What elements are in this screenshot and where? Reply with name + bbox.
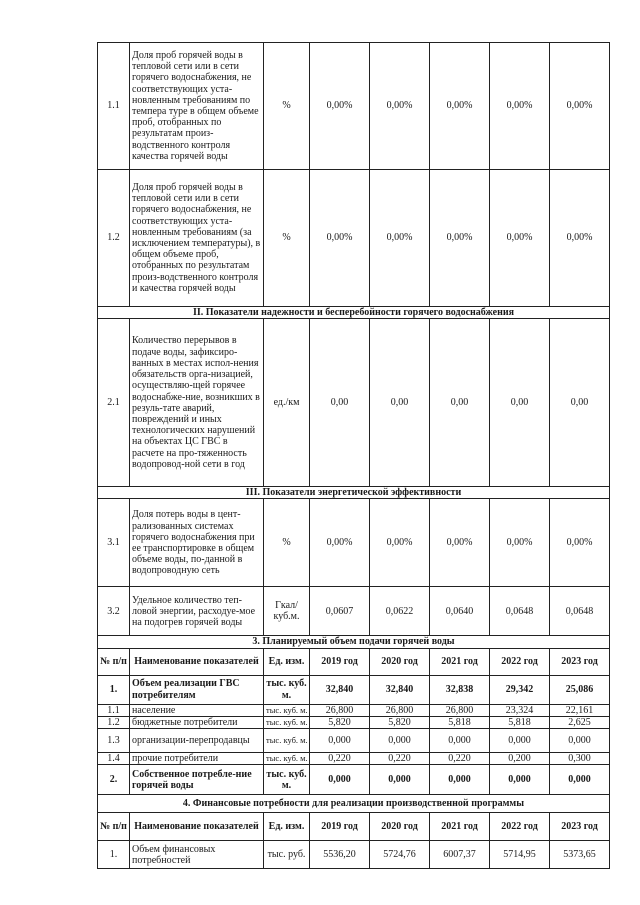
value-2020: 0,00 bbox=[370, 319, 430, 487]
header-year: 2020 год bbox=[370, 813, 430, 841]
indicator-unit: тыс. куб. м. bbox=[264, 675, 310, 704]
row-number: 1.4 bbox=[98, 753, 130, 765]
value-2022: 5,818 bbox=[490, 716, 550, 728]
value-2021: 0,000 bbox=[430, 729, 490, 753]
indicator-row-2-1 bbox=[98, 319, 610, 487]
volume-row bbox=[98, 765, 610, 795]
production-program-table bbox=[97, 42, 610, 869]
row-number: 1.2 bbox=[98, 716, 130, 728]
indicator-unit: тыс. куб. м. bbox=[264, 753, 310, 765]
value-2023: 0,00% bbox=[550, 170, 610, 307]
indicator-name: Удельное количество теп-ловой энергии, расходуе-мое на подогрев горячей воды bbox=[130, 587, 264, 636]
header-name: Наименование показателей bbox=[130, 648, 264, 675]
indicator-unit: Гкал/ куб.м. bbox=[264, 587, 310, 636]
value-2023: 5373,65 bbox=[550, 841, 610, 869]
header-year: 2021 год bbox=[430, 813, 490, 841]
value-2022: 0,200 bbox=[490, 753, 550, 765]
value-2020: 0,000 bbox=[370, 729, 430, 753]
value-2021: 0,000 bbox=[430, 765, 490, 795]
row-number: 1.3 bbox=[98, 729, 130, 753]
value-2023: 0,000 bbox=[550, 765, 610, 795]
section-heading-row bbox=[98, 307, 610, 319]
header-year: 2019 год bbox=[310, 813, 370, 841]
value-2020: 0,00% bbox=[370, 170, 430, 307]
value-2023: 0,300 bbox=[550, 753, 610, 765]
header-year: 2019 год bbox=[310, 648, 370, 675]
value-2021: 0,00 bbox=[430, 319, 490, 487]
volume-row bbox=[98, 753, 610, 765]
value-2021: 0,00% bbox=[430, 170, 490, 307]
value-2021: 0,0640 bbox=[430, 587, 490, 636]
value-2019: 0,0607 bbox=[310, 587, 370, 636]
value-2019: 26,800 bbox=[310, 704, 370, 716]
indicator-name: Доля проб горячей воды в тепловой сети или в сети горячего водоснабжения, не соответствующих уста-новленным требованиям (за исключением температуры), в общем объеме проб, отобранных по результатам произ-водственного контроля и качества горячей воды bbox=[130, 170, 264, 307]
indicator-unit: тыс. руб. bbox=[264, 841, 310, 869]
volume-title: 3. Планируемый объем подачи горячей воды bbox=[98, 636, 610, 648]
indicator-unit: тыс. куб. м. bbox=[264, 765, 310, 795]
value-2019: 0,00% bbox=[310, 499, 370, 587]
value-2019: 0,00% bbox=[310, 170, 370, 307]
indicator-name: прочие потребители bbox=[130, 753, 264, 765]
header-num: № п/п bbox=[98, 648, 130, 675]
value-2021: 0,220 bbox=[430, 753, 490, 765]
header-unit: Ед. изм. bbox=[264, 813, 310, 841]
row-number: 1.1 bbox=[98, 704, 130, 716]
indicator-unit: % bbox=[264, 170, 310, 307]
value-2019: 0,000 bbox=[310, 729, 370, 753]
value-2023: 0,00% bbox=[550, 43, 610, 170]
header-year: 2021 год bbox=[430, 648, 490, 675]
value-2020: 26,800 bbox=[370, 704, 430, 716]
value-2021: 5,818 bbox=[430, 716, 490, 728]
value-2023: 2,625 bbox=[550, 716, 610, 728]
value-2022: 5714,95 bbox=[490, 841, 550, 869]
indicator-name: организации-перепродавцы bbox=[130, 729, 264, 753]
value-2022: 0,00% bbox=[490, 170, 550, 307]
section-heading-row bbox=[98, 636, 610, 648]
indicator-name: Доля проб горячей воды в тепловой сети или в сети горячего водоснабжения, не соответствующих уста-новленным требованиям по темпера туре в общем объеме проб, отобранных по результатам произ-водственного контроля качества горячей воды bbox=[130, 43, 264, 170]
value-2020: 0,00% bbox=[370, 43, 430, 170]
column-header-row bbox=[98, 648, 610, 675]
value-2023: 22,161 bbox=[550, 704, 610, 716]
volume-row bbox=[98, 729, 610, 753]
value-2023: 0,000 bbox=[550, 729, 610, 753]
value-2020: 0,000 bbox=[370, 765, 430, 795]
row-number: 3.2 bbox=[98, 587, 130, 636]
value-2021: 6007,37 bbox=[430, 841, 490, 869]
indicator-row-3-1 bbox=[98, 499, 610, 587]
indicator-name: Количество перерывов в подаче воды, зафиксиро-ванных в местах испол-нения обязательств орга-низацией, осуществляю-щей горячее водоснабже-ние, возникших в резуль-тате аварий, повреждений и иных технологических нарушений на объектах ЦС ГВС в расчете на про-тяженность водопровод-ной сети в год bbox=[130, 319, 264, 487]
header-year: 2023 год bbox=[550, 648, 610, 675]
value-2019: 5,820 bbox=[310, 716, 370, 728]
indicator-name: бюджетные потребители bbox=[130, 716, 264, 728]
value-2022: 29,342 bbox=[490, 675, 550, 704]
value-2022: 0,00% bbox=[490, 43, 550, 170]
value-2023: 0,0648 bbox=[550, 587, 610, 636]
value-2019: 0,00% bbox=[310, 43, 370, 170]
indicator-name: Собственное потребле-ние горячей воды bbox=[130, 765, 264, 795]
value-2020: 0,0622 bbox=[370, 587, 430, 636]
row-number: 1. bbox=[98, 675, 130, 704]
value-2022: 0,000 bbox=[490, 729, 550, 753]
header-year: 2023 год bbox=[550, 813, 610, 841]
header-name: Наименование показателей bbox=[130, 813, 264, 841]
value-2022: 0,000 bbox=[490, 765, 550, 795]
indicator-unit: % bbox=[264, 499, 310, 587]
row-number: 1. bbox=[98, 841, 130, 869]
value-2020: 0,00% bbox=[370, 499, 430, 587]
finance-row bbox=[98, 841, 610, 869]
indicator-name: Объем финансовых потребностей bbox=[130, 841, 264, 869]
header-unit: Ед. изм. bbox=[264, 648, 310, 675]
value-2019: 0,220 bbox=[310, 753, 370, 765]
row-number: 1.2 bbox=[98, 170, 130, 307]
value-2021: 0,00% bbox=[430, 499, 490, 587]
value-2020: 0,220 bbox=[370, 753, 430, 765]
value-2020: 5,820 bbox=[370, 716, 430, 728]
header-year: 2020 год bbox=[370, 648, 430, 675]
value-2021: 32,838 bbox=[430, 675, 490, 704]
section-3-title: III. Показатели энергетической эффективности bbox=[98, 487, 610, 499]
indicator-unit: тыс. куб. м. bbox=[264, 716, 310, 728]
section-2-title: II. Показатели надежности и бесперебойности горячего водоснабжения bbox=[98, 307, 610, 319]
volume-row bbox=[98, 716, 610, 728]
value-2022: 0,0648 bbox=[490, 587, 550, 636]
row-number: 1.1 bbox=[98, 43, 130, 170]
indicator-name: население bbox=[130, 704, 264, 716]
volume-row bbox=[98, 675, 610, 704]
indicator-row-1-2 bbox=[98, 170, 610, 307]
header-num: № п/п bbox=[98, 813, 130, 841]
indicator-row-3-2 bbox=[98, 587, 610, 636]
section-heading-row bbox=[98, 487, 610, 499]
row-number: 2.1 bbox=[98, 319, 130, 487]
indicator-row-1-1 bbox=[98, 43, 610, 170]
value-2020: 32,840 bbox=[370, 675, 430, 704]
indicator-unit: тыс. куб. м. bbox=[264, 729, 310, 753]
value-2022: 0,00% bbox=[490, 499, 550, 587]
value-2021: 0,00% bbox=[430, 43, 490, 170]
value-2019: 0,00 bbox=[310, 319, 370, 487]
indicator-name: Доля потерь воды в цент-рализованных системах горячего водоснабжения при ее транспортировке в общем объеме воды, по-данной в водопроводную сеть bbox=[130, 499, 264, 587]
value-2020: 5724,76 bbox=[370, 841, 430, 869]
finance-title: 4. Финансовые потребности для реализации производственной программы bbox=[98, 795, 610, 813]
value-2021: 26,800 bbox=[430, 704, 490, 716]
indicator-unit: ед./км bbox=[264, 319, 310, 487]
value-2022: 23,324 bbox=[490, 704, 550, 716]
volume-row bbox=[98, 704, 610, 716]
indicator-unit: % bbox=[264, 43, 310, 170]
value-2023: 25,086 bbox=[550, 675, 610, 704]
header-year: 2022 год bbox=[490, 813, 550, 841]
column-header-row bbox=[98, 813, 610, 841]
value-2022: 0,00 bbox=[490, 319, 550, 487]
value-2023: 0,00 bbox=[550, 319, 610, 487]
section-heading-row bbox=[98, 795, 610, 813]
value-2023: 0,00% bbox=[550, 499, 610, 587]
indicator-name: Объем реализации ГВС потребителям bbox=[130, 675, 264, 704]
value-2019: 0,000 bbox=[310, 765, 370, 795]
value-2019: 5536,20 bbox=[310, 841, 370, 869]
row-number: 3.1 bbox=[98, 499, 130, 587]
indicator-unit: тыс. куб. м. bbox=[264, 704, 310, 716]
row-number: 2. bbox=[98, 765, 130, 795]
header-year: 2022 год bbox=[490, 648, 550, 675]
value-2019: 32,840 bbox=[310, 675, 370, 704]
